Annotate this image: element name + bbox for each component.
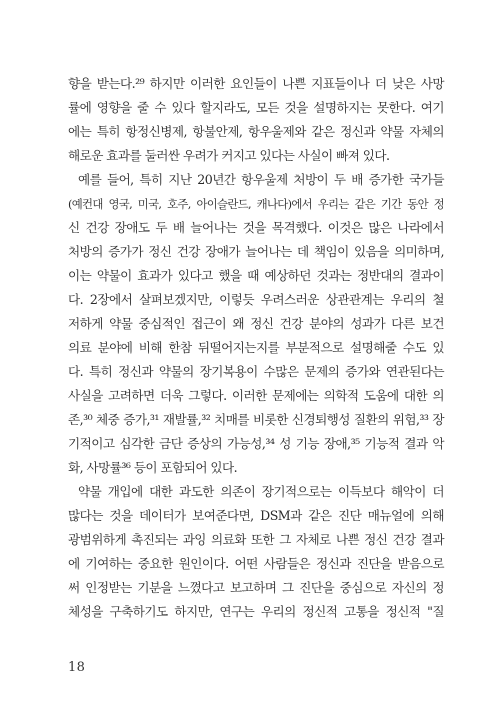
text-line: 약물 개입에 대한 과도한 의존이 장기적으로는 이득보다 해악이 더 (78, 484, 444, 499)
text-line: 광범위하게 촉진되는 과잉 의료화 또한 그 자체로 나쁜 정신 건강 결과 (68, 532, 444, 547)
text-line: 존,³⁰ 체중 증가,³¹ 재발률,³² 치매를 비롯한 신경퇴행성 질환의 위험,³³ 장 (68, 412, 444, 427)
text-line: 사실을 고려하면 더욱 그렇다. 이러한 문제에는 의학적 도움에 대한 의 (68, 388, 444, 403)
text-line: 다. 2장에서 살펴보겠지만, 이렇듯 우려스러운 상관관계는 우리의 철 (68, 292, 444, 307)
text-line: 에는 특히 항정신병제, 항불안제, 항우울제와 같은 정신과 약물 자체의 (68, 124, 444, 139)
page-number: 18 (68, 660, 86, 675)
text-line: 처방의 증가가 정신 건강 장애가 늘어나는 데 책임이 있음을 의미하며, (68, 244, 444, 259)
text-line: 률에 영향을 줄 수 있다 할지라도, 모든 것을 설명하지는 못한다. 여기 (68, 100, 444, 115)
text-line: 체성을 구축하기도 하지만, 연구는 우리의 정신적 고통을 정신적 "질 (68, 604, 444, 619)
text-line: 향을 받는다.²⁹ 하지만 이러한 요인들이 나쁜 지표들이나 더 낮은 사망 (68, 76, 444, 91)
text-line: 많다는 것을 데이터가 보여준다면, DSM과 같은 진단 매뉴얼에 의해 (68, 508, 444, 523)
text-line: 화, 사망률³⁶ 등이 포함되어 있다. (68, 460, 238, 475)
text-line: 의료 분야에 비해 한참 뒤떨어지는지를 부분적으로 설명해줄 수도 있 (68, 340, 444, 355)
text-line: 이는 약물이 효과가 있다고 했을 때 예상하던 것과는 정반대의 결과이 (68, 268, 444, 283)
text-line: 예를 들어, 특히 지난 20년간 항우울제 처방이 두 배 증가한 국가들 (78, 172, 444, 187)
text-line: 써 인정받는 기분을 느꼈다고 보고하며 그 진단을 중심으로 자신의 정 (68, 580, 444, 595)
text-line: 저하게 약물 중심적인 접근이 왜 정신 건강 분야의 성과가 다른 보건 (68, 316, 444, 331)
text-line: 해로운 효과를 둘러싼 우려가 커지고 있다는 사실이 빠져 있다. (68, 148, 390, 163)
text-line: 신 건강 장애도 두 배 늘어나는 것을 목격했다. 이것은 많은 나라에서 (68, 220, 444, 235)
text-line: (예컨대 영국, 미국, 호주, 아이슬란드, 캐나다)에서 우리는 같은 기간 동안 정 (68, 197, 444, 211)
text-line: 에 기여하는 중요한 원인이다. 어떤 사람들은 정신과 진단을 받음으로 (68, 556, 444, 571)
text-line: 다. 특히 정신과 약물의 장기복용이 수많은 문제의 증가와 연관된다는 (68, 364, 444, 379)
text-line: 기적이고 심각한 금단 증상의 가능성,³⁴ 성 기능 장애,³⁵ 기능적 결과 악 (68, 436, 444, 451)
